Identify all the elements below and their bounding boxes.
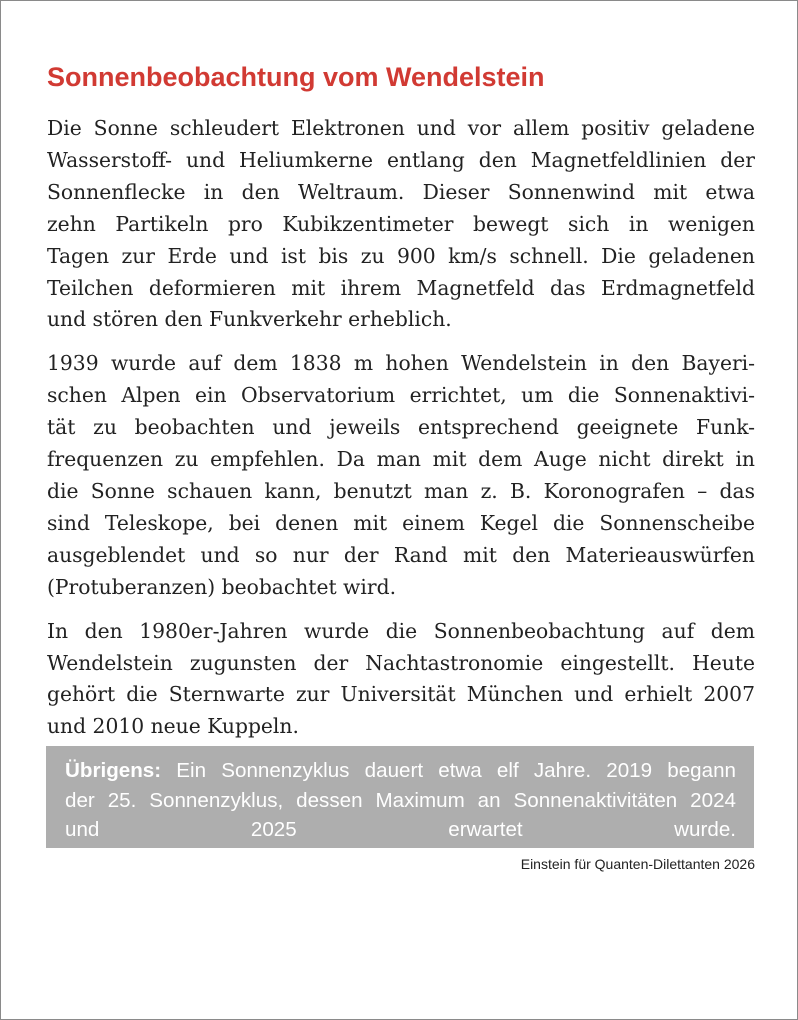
paragraph-observatory [47,348,755,603]
text-line: In den 1980er-Jahren wurde die Sonnenbeobachtung auf dem [47,618,755,643]
text-line: ausgeblendet und so nur der Rand mit den Materieauswürfen [47,542,755,567]
note-line: und 2025 erwartet wurde. [65,818,736,841]
body-text [47,113,755,755]
fun-fact-box [46,746,754,848]
text-line: schen Alpen ein Observatorium errichtet, um die Sonnenaktivi- [47,383,755,408]
text-line: 1939 wurde auf dem 1838 m hohen Wendelstein in den Bayeri- [47,351,755,376]
text-line: die Sonne schauen kann, benutzt man z. B. Koronografen – das [47,478,755,503]
paragraph-history [47,616,755,744]
text-line: gehört die Sternwarte zur Universität München und erhielt 2007 [47,682,755,707]
text-line: Tagen zur Erde und ist bis zu 900 km/s schnell. Die geladenen [47,243,755,268]
text-line: (Protuberanzen) beobachtet wird. [47,574,397,599]
text-line: Teilchen deformieren mit ihrem Magnetfeld das Erdmagnetfeld [47,275,755,300]
note-text: Ein Sonnenzyklus dauert etwa elf Jahre. 2019 begann [161,759,736,782]
note-label: Übrigens: [65,759,162,782]
note-line [65,756,736,786]
text-line: zehn Partikeln pro Kubikzentimeter bewegt sich in wenigen [47,211,755,236]
text-line: tät zu beobachten und jeweils entsprechend geeignete Funk- [47,415,755,440]
paragraph-solar-wind [47,113,755,336]
text-line: und stören den Funkverkehr erheblich. [47,307,452,332]
footer-source: Einstein für Quanten-Dilettanten 2026 [520,856,755,872]
page-title: Sonnenbeobachtung vom Wendelstein [47,62,545,92]
note-line: der 25. Sonnenzyklus, dessen Maximum an Sonnenaktivitäten 2024 [65,788,736,812]
text-line: Wasserstoff- und Heliumkerne entlang den Magnetfeldlinien der [47,147,755,172]
text-line: Wendelstein zugunsten der Nachtastronomie eingestellt. Heute [47,650,755,675]
text-line: und 2010 neue Kuppeln. [47,714,299,739]
text-line: sind Teleskope, bei denen mit einem Kegel die Sonnenscheibe [47,510,755,535]
text-line: Die Sonne schleudert Elektronen und vor allem positiv geladene [47,116,755,140]
text-line: frequenzen zu empfehlen. Da man mit dem Auge nicht direkt in [47,447,755,472]
text-line: Sonnenflecke in den Weltraum. Dieser Sonnenwind mit etwa [47,179,755,204]
